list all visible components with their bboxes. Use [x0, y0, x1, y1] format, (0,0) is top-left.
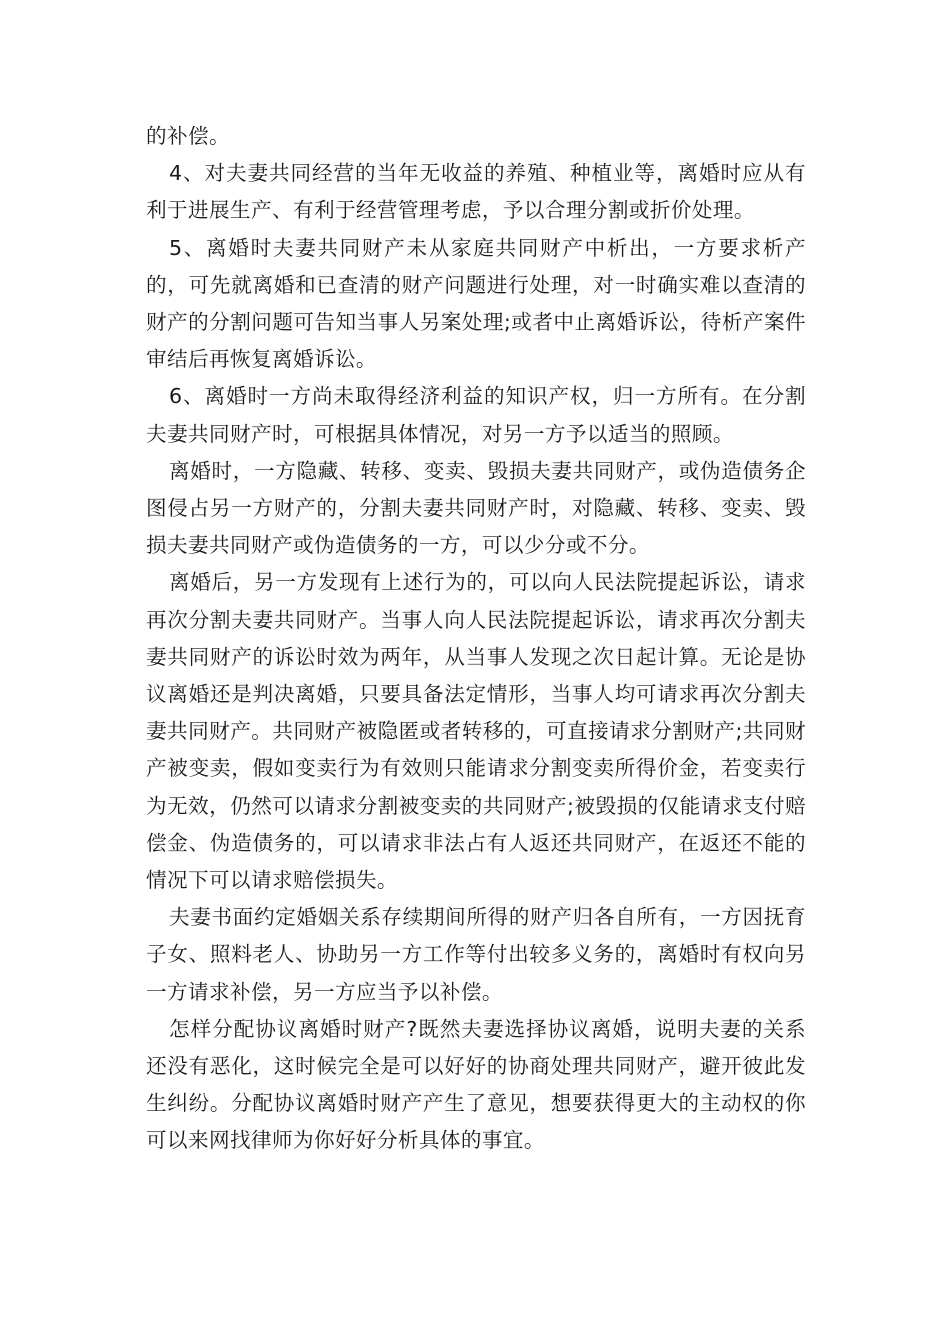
paragraph-concealment: 离婚时，一方隐藏、转移、变卖、毁损夫妻共同财产，或伪造债务企图侵占另一方财产的，分割夫妻共同财产时，对隐藏、转移、变卖、毁损夫妻共同财产或伪造债务的一方，可以少分或不分。 [146, 458, 806, 558]
paragraph-written-agreement: 夫妻书面约定婚姻关系存续期间所得的财产归各自所有，一方因抚育子女、照料老人、协助另一方工作等付出较多义务的，离婚时有权向另一方请求补偿，另一方应当予以补偿。 [146, 905, 806, 1004]
document-body [146, 118, 806, 1160]
paragraph-item-5: 5、离婚时夫妻共同财产未从家庭共同财产中析出，一方要求析产的，可先就离婚和已查清的财产问题进行处理，对一时确实难以查清的财产的分割问题可告知当事人另案处理;或者中止离婚诉讼，待析产案件审结后再恢复离婚诉讼。 [146, 235, 806, 372]
paragraph-item-4: 4、对夫妻共同经营的当年无收益的养殖、种植业等，离婚时应从有利于进展生产、有利于经营管理考虑，予以合理分割或折价处理。 [146, 161, 806, 223]
paragraph-post-divorce: 离婚后，另一方发现有上述行为的，可以向人民法院提起诉讼，请求再次分割夫妻共同财产。当事人向人民法院提起诉讼，请求再次分割夫妻共同财产的诉讼时效为两年，从当事人发现之次日起计算。无论是协议离婚还是判决离婚，只要具备法定情形，当事人均可请求再次分割夫妻共同财产。共同财产被隐匿或者转移的，可直接请求分割财产;共同财产被变卖，假如变卖行为有效则只能请求分割变卖所得价金，若变卖行为无效，仍然可以请求分割被变卖的共同财产;被毁损的仅能请求支付赔偿金、伪造债务的，可以请求非法占有人返还共同财产，在返还不能的情况下可以请求赔偿损失。 [146, 570, 806, 893]
paragraph-conclusion: 怎样分配协议离婚时财产?既然夫妻选择协议离婚，说明夫妻的关系还没有恶化，这时候完全是可以好好的协商处理共同财产，避开彼此发生纠纷。分配协议离婚时财产产生了意见，想要获得更大的主动权的你可以来网找律师为你好好分析具体的事宜。 [146, 1016, 806, 1153]
paragraph-item-6: 6、离婚时一方尚未取得经济利益的知识产权，归一方所有。在分割夫妻共同财产时，可根据具体情况，对另一方予以适当的照顾。 [146, 384, 806, 446]
paragraph-continuation: 的补偿。 [146, 124, 230, 148]
